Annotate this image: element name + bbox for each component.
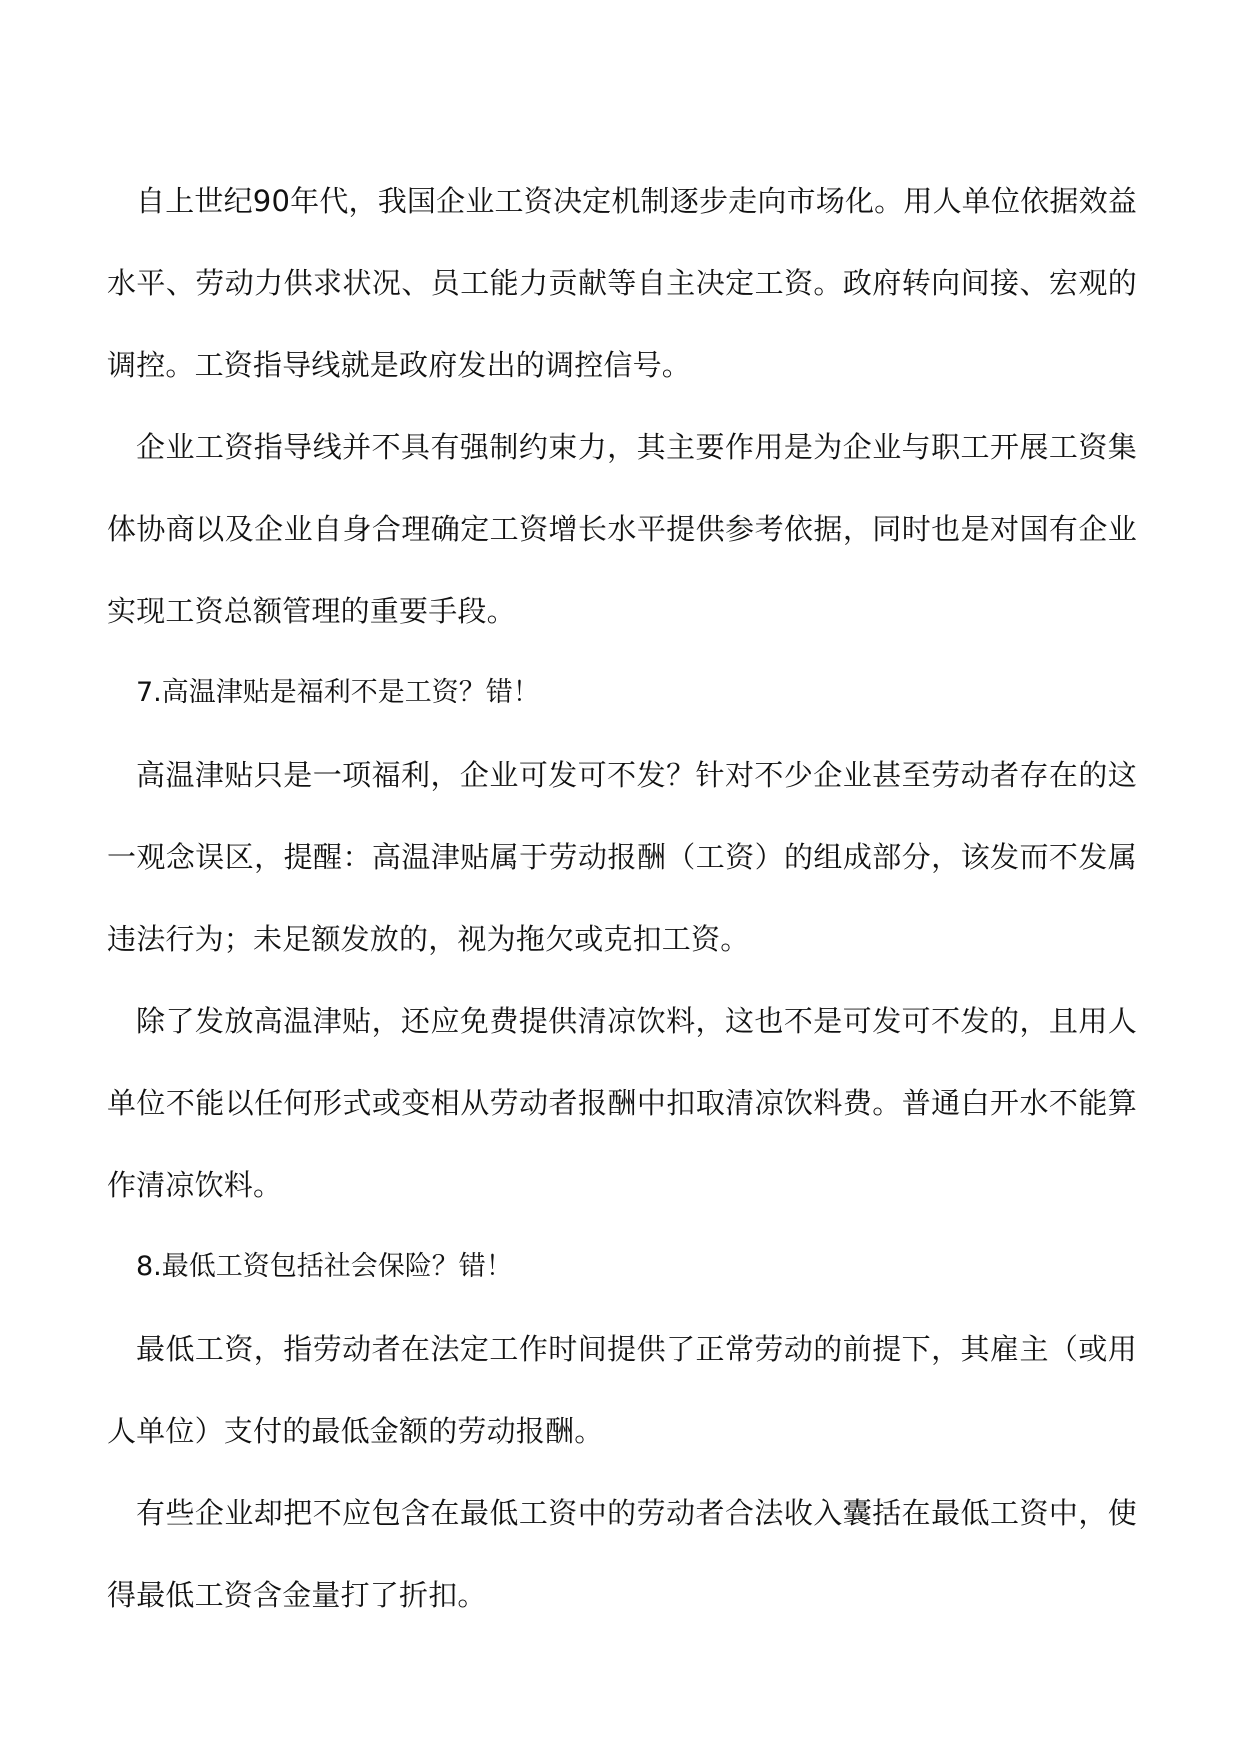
paragraph-minimum-wage-discount: 有些企业却把不应包含在最低工资中的劳动者合法收入囊括在最低工资中，使得最低工资含金量打了折扣。 <box>107 1496 1137 1612</box>
paragraph-minimum-wage-definition: 最低工资，指劳动者在法定工作时间提供了正常劳动的前提下，其雇主（或用人单位）支付的最低金额的劳动报酬。 <box>107 1332 1137 1448</box>
heading-minimum-wage: 8.最低工资包括社会保险？错！ <box>136 1251 513 1282</box>
paragraph-cool-drinks: 除了发放高温津贴，还应免费提供清凉饮料，这也不是可发可不发的，且用人单位不能以任何形式或变相从劳动者报酬中扣取清凉饮料费。普通白开水不能算作清凉饮料。 <box>107 1004 1137 1202</box>
document-body <box>107 160 1137 1636</box>
paragraph-allowance-misconception: 高温津贴只是一项福利，企业可发可不发？针对不少企业甚至劳动者存在的这一观念误区，提醒：高温津贴属于劳动报酬（工资）的组成部分，该发而不发属违法行为；未足额发放的，视为拖欠或克扣工资。 <box>107 758 1137 956</box>
paragraph-wage-guideline: 企业工资指导线并不具有强制约束力，其主要作用是为企业与职工开展工资集体协商以及企业自身合理确定工资增长水平提供参考依据，同时也是对国有企业实现工资总额管理的重要手段。 <box>107 430 1137 628</box>
paragraph-wage-mechanism: 自上世纪90年代，我国企业工资决定机制逐步走向市场化。用人单位依据效益水平、劳动力供求状况、员工能力贡献等自主决定工资。政府转向间接、宏观的调控。工资指导线就是政府发出的调控信号。 <box>107 184 1137 382</box>
heading-high-temperature-allowance: 7.高温津贴是福利不是工资？错！ <box>136 677 540 708</box>
